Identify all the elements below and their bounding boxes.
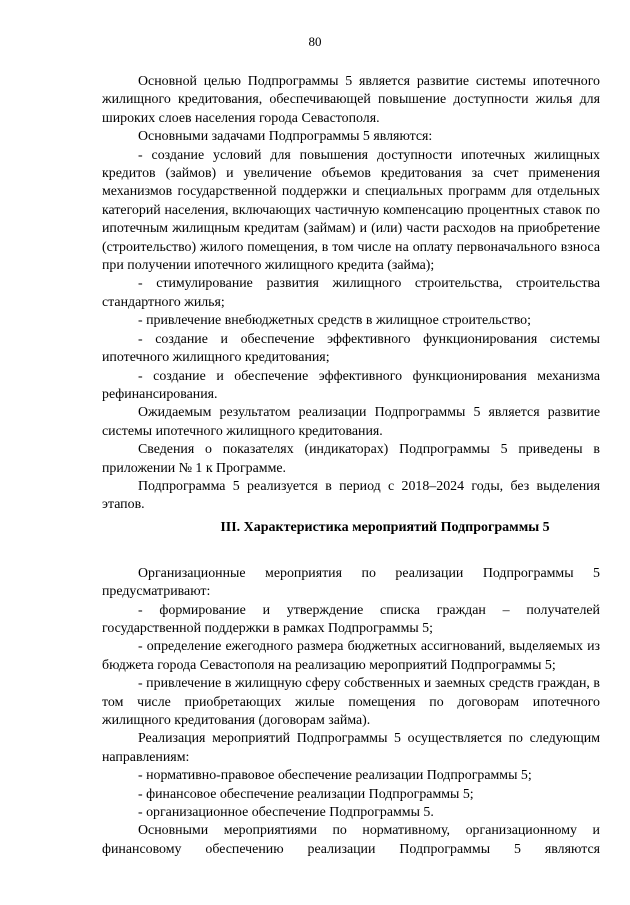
- paragraph: Подпрограмма 5 реализуется в период с 2018–2024 годы, без выделения этапов.: [102, 478, 600, 513]
- paragraph: Основными мероприятиями по нормативному, организационному и финансовому обеспечению реализации Подпрограммы 5 являются: [102, 823, 600, 857]
- paragraph: Основными задачами Подпрограммы 5 являются:: [138, 129, 433, 145]
- paragraph: Организационные мероприятия по реализации Подпрограммы 5 предусматривают:: [102, 565, 600, 600]
- list-item: - привлечение в жилищную сферу собственных и заемных средств граждан, в том числе приобретающих жилые помещения по договорам ипотечного жилищного кредитования (договорам займа).: [102, 676, 600, 728]
- paragraph: Сведения о показателях (индикаторах) Подпрограммы 5 приведены в приложении № 1 к Программе.: [102, 442, 600, 476]
- paragraph: Ожидаемым результатом реализации Подпрограммы 5 является развитие системы ипотечного жилищного кредитования.: [102, 405, 600, 439]
- list-item: - финансовое обеспечение реализации Подпрограммы 5;: [138, 786, 474, 802]
- list-item: - нормативно-правовое обеспечение реализации Подпрограммы 5;: [138, 768, 532, 784]
- page-number: 80: [308, 34, 322, 49]
- list-item: - создание и обеспечение эффективного функционирования системы ипотечного жилищного кредитования;: [102, 331, 600, 366]
- list-item: - создание условий для повышения доступности ипотечных жилищных кредитов (займов) и увеличение объемов кредитования за счет применения механизмов государственной поддержки и специальных программ для отдельных категорий населения, включающих частичную компенсацию процентных ставок по ипотечным жилищным кредитам (займам) и (или) части расходов на приобретение (строительство) жилого помещения, в том числе на оплату первоначального взноса при получении ипотечного жилищного кредита (займа);: [102, 147, 600, 274]
- list-item: - создание и обеспечение эффективного функционирования механизма рефинансирования.: [102, 368, 600, 402]
- list-item: - определение ежегодного размера бюджетных ассигнований, выделяемых из бюджета города Севастополя на реализацию мероприятий Подпрограммы 5;: [102, 639, 600, 673]
- list-item: - организационное обеспечение Подпрограммы 5.: [138, 805, 434, 821]
- section-heading: III. Характеристика мероприятий Подпрограммы 5: [220, 519, 550, 535]
- list-item: - привлечение внебюджетных средств в жилищное строительство;: [138, 313, 531, 329]
- list-item: - формирование и утверждение списка граждан – получателей государственной поддержки в рамках Подпрограммы 5;: [102, 602, 600, 636]
- paragraph: Основной целью Подпрограммы 5 является развитие системы ипотечного жилищного кредитования, обеспечивающей повышение доступности жилья для широких слоев населения города Севастополя.: [102, 74, 600, 126]
- list-item: - стимулирование развития жилищного строительства, строительства стандартного жилья;: [102, 276, 600, 310]
- paragraph: Реализация мероприятий Подпрограммы 5 осуществляется по следующим направлениям:: [102, 731, 600, 765]
